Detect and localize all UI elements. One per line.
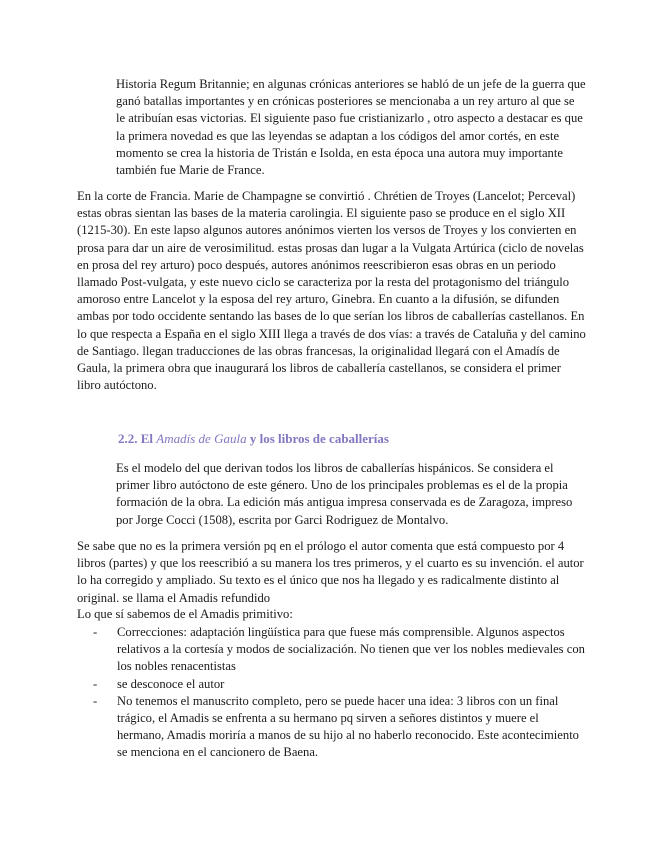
bullet-list [77,624,586,762]
quote-paragraph-modelo: Es el modelo del que derivan todos los libros de caballerías hispánicos. Se considera el primer libro autóctono de este género. Uno de los principales problemas es el de la propia formación de la obra. La edición más antigua impresa conservada es de Zaragoza, impreso por Jorge Cocci (1508), escrita por Garci Rodriguez de Montalvo. [116,461,573,527]
section-heading [118,430,578,447]
dash-bullet: - [93,625,98,639]
heading-suffix: y los libros de caballerías [246,431,389,446]
heading-prefix: 2.2. El [118,431,157,446]
heading-italic-title: Amadís de Gaula [156,431,247,446]
list-item-text: Correcciones: adaptación lingüística para que fuese más comprensible. Algunos aspectos relativos a la cortesía y modos de socialización. No tienen que ver los nobles medievales con los nobles renacentistas [117,625,585,674]
paragraph-corte-francia: En la corte de Francia. Marie de Champagne se convirtió . Chrétien de Troyes (Lancelot; Perceval) estas obras sientan las bases de la materia carolingia. El siguiente paso se produce en el siglo XII (1215-30). En este lapso algunos autores anónimos vierten los versos de Troyes y los convierten en prosa para dar un aire de verosimilitud. estas prosas dan lugar a la Vulgata Artúrica (ciclo de novelas en prosa del rey arturo) poco después, autores anónimos reescribieron esas obras en un periodo llamado Post-vulgata, y este nuevo ciclo se caracteriza por la resta del protagonismo del triángulo amoroso entre Lancelot y la esposa del rey arturo, Ginebra. En cuanto a la difusión, se difunden ambas por todo occidente sentando las bases de lo que serían los libros de caballerías castellanos. En lo que respecta a España en el siglo XIII llega a través de dos vías: a través de Cataluña y del camino de Santiago. llegan traducciones de las obras francesas, la originalidad llegará con el Amadís de Gaula, la primera obra que inaugurará los libros de caballería castellanos, se considera el primer libro autóctono. [77,189,586,393]
dash-bullet: - [93,676,98,691]
paragraph-primera-version: Se sabe que no es la primera versión pq en el prólogo el autor comenta que está compuesto por 4 libros (partes) y que los reescribió a su manera los tres primeros, y el cuarto es su invención. el autor lo ha corregido y ampliado. Su texto es el único que nos ha llegado y es radicalmente distinto al original. se llama el Amadis refundido [77,539,584,605]
list-item [77,676,586,693]
list-item-text: se desconoce el autor [117,676,225,691]
list-intro: Lo que sí sabemos de el Amadis primitivo: [77,607,293,621]
list-item [77,693,586,762]
list-item-text: No tenemos el manuscrito completo, pero se puede hacer una idea: 3 libros con un final trágico, el Amadis se enfrenta a su hermano pq sirven a señores distintos y muere el hermano, Amadis moriría a manos de su hijo al no haberlo reconocido. Este acontecimiento se menciona en el cancionero de Baena. [117,693,579,760]
dash-bullet: - [93,693,98,708]
list-item [77,624,586,676]
quote-paragraph-historia: Historia Regum Britannie; en algunas crónicas anteriores se habló de un jefe de la guerra que ganó batallas importantes y en crónicas posteriores se mencionaba a un rey arturo al que se le atribuían esas victorias. El siguiente paso fue cristianizarlo , otro aspecto a destacar es que la primera novedad es que las leyendas se adaptan a los códigos del amor cortés, en este momento se crea la historia de Tristán e Isolda, en esta época una autora muy importante también fue Marie de France. [116,77,586,178]
